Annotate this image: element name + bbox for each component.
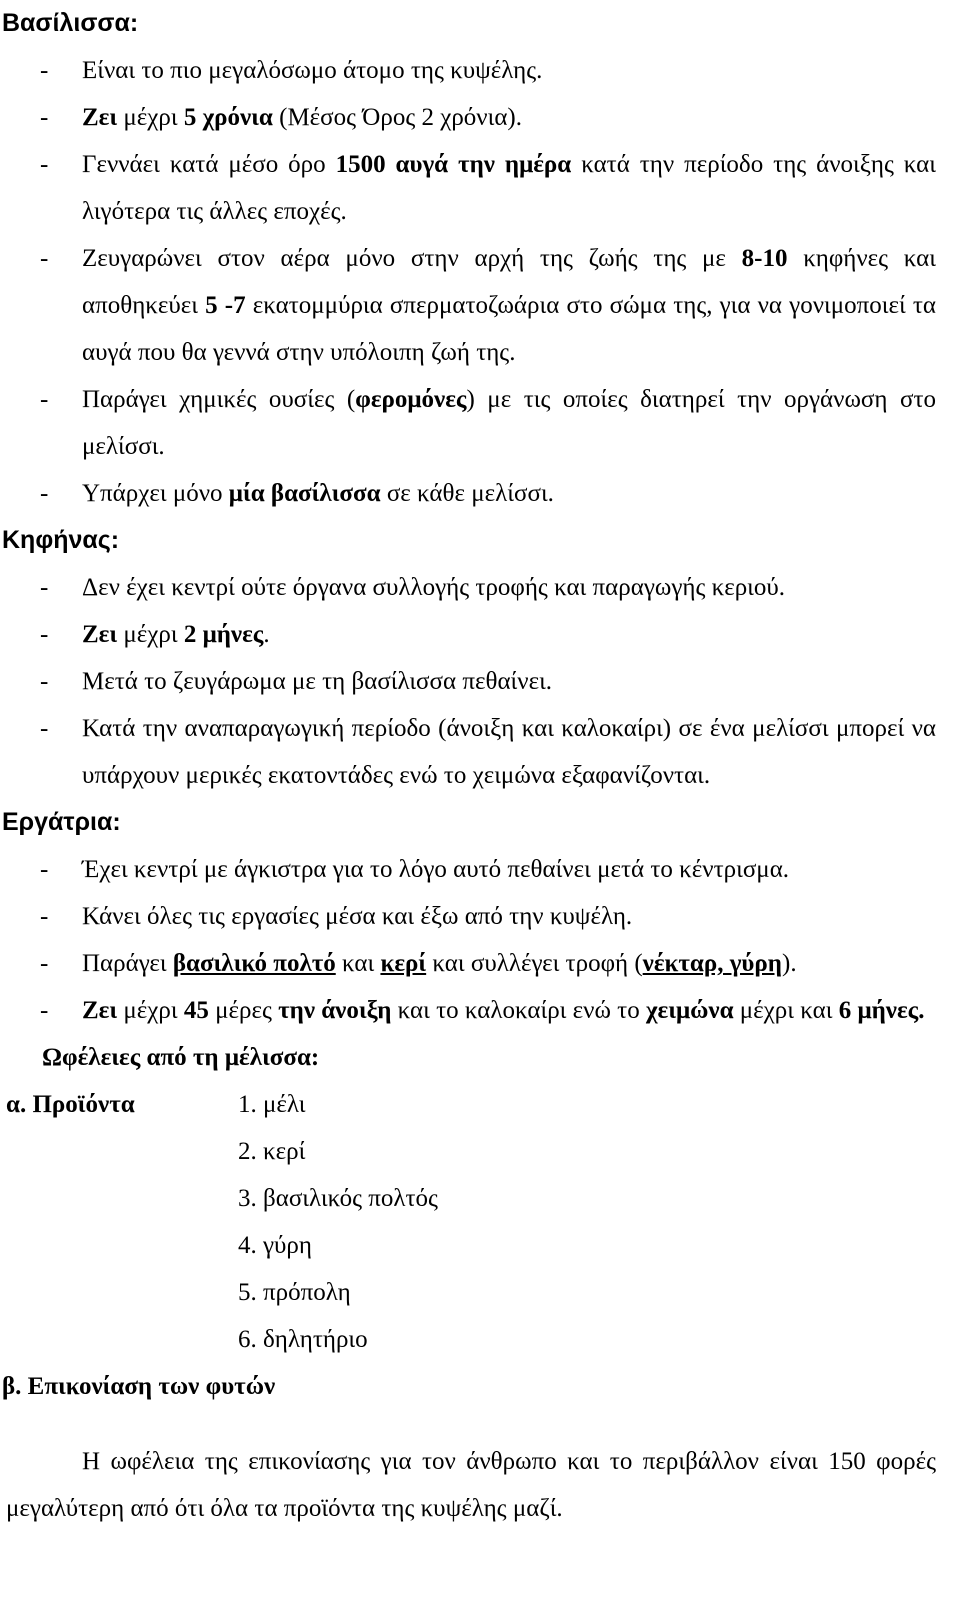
- text-run: μέχρι: [117, 104, 184, 131]
- bullet-item: [0, 94, 960, 141]
- bullet-dash: -: [40, 386, 49, 413]
- text-run: χειμώνα: [645, 997, 734, 1024]
- bullet-dash: -: [40, 104, 49, 131]
- text-run: Κατά την αναπαραγωγική περίοδο (άνοιξη και καλοκαίρι) σε ένα μελίσσι μπορεί να υπάρχουν μερικές εκατοντάδες ενώ το χειμώνα εξαφανίζονται.: [82, 715, 936, 789]
- pollination-paragraph: Η ωφέλεια της επικονίασης για τον άνθρωπο και το περιβάλλον είναι 150 φορές μεγαλύτερη από ότι όλα τα προϊόντα της κυψέλης μαζί.: [6, 1448, 936, 1522]
- drone-heading: Κηφήνας:: [2, 526, 120, 554]
- bullet-item: [0, 564, 960, 611]
- bullet-dash: -: [40, 856, 49, 883]
- text-run: Γεννάει κατά μέσο όρο: [82, 151, 336, 178]
- text-run: νέκταρ, γύρη: [642, 950, 782, 977]
- text-run: κηφήνες και αποθηκεύει: [82, 245, 937, 319]
- text-run: ) με τις οποίες διατηρεί την οργάνωση στο μελίσσι.: [82, 386, 936, 460]
- product-item: 2. κερί: [238, 1138, 306, 1165]
- bullet-dash: -: [40, 950, 49, 977]
- bullet-dash: -: [40, 715, 49, 742]
- text-run: βασιλικό πολτό: [172, 950, 336, 977]
- text-run: μία βασίλισσα: [228, 480, 381, 507]
- products-section: [0, 1081, 960, 1363]
- product-item: 4. γύρη: [238, 1232, 312, 1259]
- worker-list: [0, 846, 960, 1034]
- bullet-item: [0, 940, 960, 987]
- bullet-dash: -: [40, 997, 49, 1024]
- product-item: 6. δηλητήριο: [238, 1326, 368, 1353]
- bullet-dash: -: [40, 668, 49, 695]
- text-run: μέχρι και: [733, 997, 839, 1024]
- text-run: 8-10: [741, 245, 788, 272]
- bullet-item: [0, 470, 960, 517]
- bullet-dash: -: [40, 151, 49, 178]
- text-run: Δεν έχει κεντρί ούτε όργανα συλλογής τροφής και παραγωγής κεριού.: [82, 574, 786, 601]
- bullet-item: [0, 611, 960, 658]
- text-run: Έχει κεντρί με άγκιστρα για το λόγο αυτό πεθαίνει μετά το κέντρισμα.: [82, 856, 790, 883]
- text-run: (Μέσος Όρος 2 χρόνια).: [272, 104, 523, 131]
- text-run: και συλλέγει τροφή (: [426, 950, 643, 977]
- bullet-item: [0, 846, 960, 893]
- bullet-dash: -: [40, 903, 49, 930]
- bullet-item: [0, 658, 960, 705]
- bullet-dash: -: [40, 480, 49, 507]
- product-item: 1. μέλι: [238, 1091, 306, 1118]
- text-run: 1500 αυγά την ημέρα: [335, 151, 572, 178]
- products-label: α. Προϊόντα: [6, 1091, 135, 1118]
- bullet-dash: -: [40, 57, 49, 84]
- text-run: 6 μήνες.: [838, 997, 925, 1024]
- text-run: 5 -7: [205, 292, 246, 319]
- text-run: Κάνει όλες τις εργασίες μέσα και έξω από την κυψέλη.: [82, 903, 633, 930]
- bullet-item: [0, 235, 960, 376]
- text-run: φερομόνες: [355, 386, 467, 413]
- text-run: Μετά το ζευγάρωμα με τη βασίλισσα πεθαίνει.: [82, 668, 553, 695]
- text-run: Ζει: [82, 997, 118, 1024]
- text-run: Παράγει χημικές ουσίες (: [82, 386, 356, 413]
- pollination-label: β. Επικονίαση των φυτών: [2, 1373, 276, 1400]
- text-run: κερί: [380, 950, 427, 977]
- bullet-item: [0, 141, 960, 235]
- bullet-dash: -: [40, 574, 49, 601]
- text-run: 2 μήνες: [183, 621, 264, 648]
- text-run: Ζει: [82, 104, 118, 131]
- bullet-item: [0, 893, 960, 940]
- text-run: Ζευγαρώνει στον αέρα μόνο στην αρχή της ζωής της με: [82, 245, 742, 272]
- product-item: 5. πρόπολη: [238, 1279, 351, 1306]
- text-run: Ζει: [82, 621, 118, 648]
- bullet-item: [0, 987, 960, 1034]
- text-run: ).: [782, 950, 797, 977]
- text-run: σε κάθε μελίσσι.: [380, 480, 554, 507]
- drone-list: [0, 564, 960, 799]
- bullet-dash: -: [40, 621, 49, 648]
- worker-heading: Εργάτρια:: [2, 808, 121, 836]
- products-list: [238, 1081, 438, 1363]
- bullet-item: [0, 705, 960, 799]
- bullet-item: [0, 376, 960, 470]
- bullet-dash: -: [40, 245, 49, 272]
- product-item: 3. βασιλικός πολτός: [238, 1185, 438, 1212]
- text-run: και το καλοκαίρι ενώ το: [391, 997, 646, 1024]
- text-run: 5 χρόνια: [183, 104, 273, 131]
- text-run: Είναι το πιο μεγαλόσωμο άτομο της κυψέλης.: [82, 57, 543, 84]
- text-run: μέχρι: [117, 997, 184, 1024]
- text-run: μέρες: [208, 997, 279, 1024]
- text-run: μέχρι: [117, 621, 184, 648]
- queen-heading: Βασίλισσα:: [2, 9, 139, 37]
- queen-list: [0, 47, 960, 517]
- text-run: εκατομμύρια σπερματοζωάρια στο σώμα της, για να γονιμοποιεί τα αυγά που θα γεννά στην υπόλοιπη ζωή της.: [82, 292, 937, 366]
- text-run: την άνοιξη: [278, 997, 392, 1024]
- text-run: και: [335, 950, 381, 977]
- text-run: κατά την περίοδο της άνοιξης και λιγότερα τις άλλες εποχές.: [82, 151, 936, 225]
- text-run: 45: [183, 997, 209, 1024]
- benefits-heading: Ωφέλειες από τη μέλισσα:: [42, 1044, 320, 1071]
- text-run: Υπάρχει μόνο: [82, 480, 229, 507]
- text-run: Παράγει: [82, 950, 173, 977]
- text-run: .: [263, 621, 270, 648]
- bullet-item: [0, 47, 960, 94]
